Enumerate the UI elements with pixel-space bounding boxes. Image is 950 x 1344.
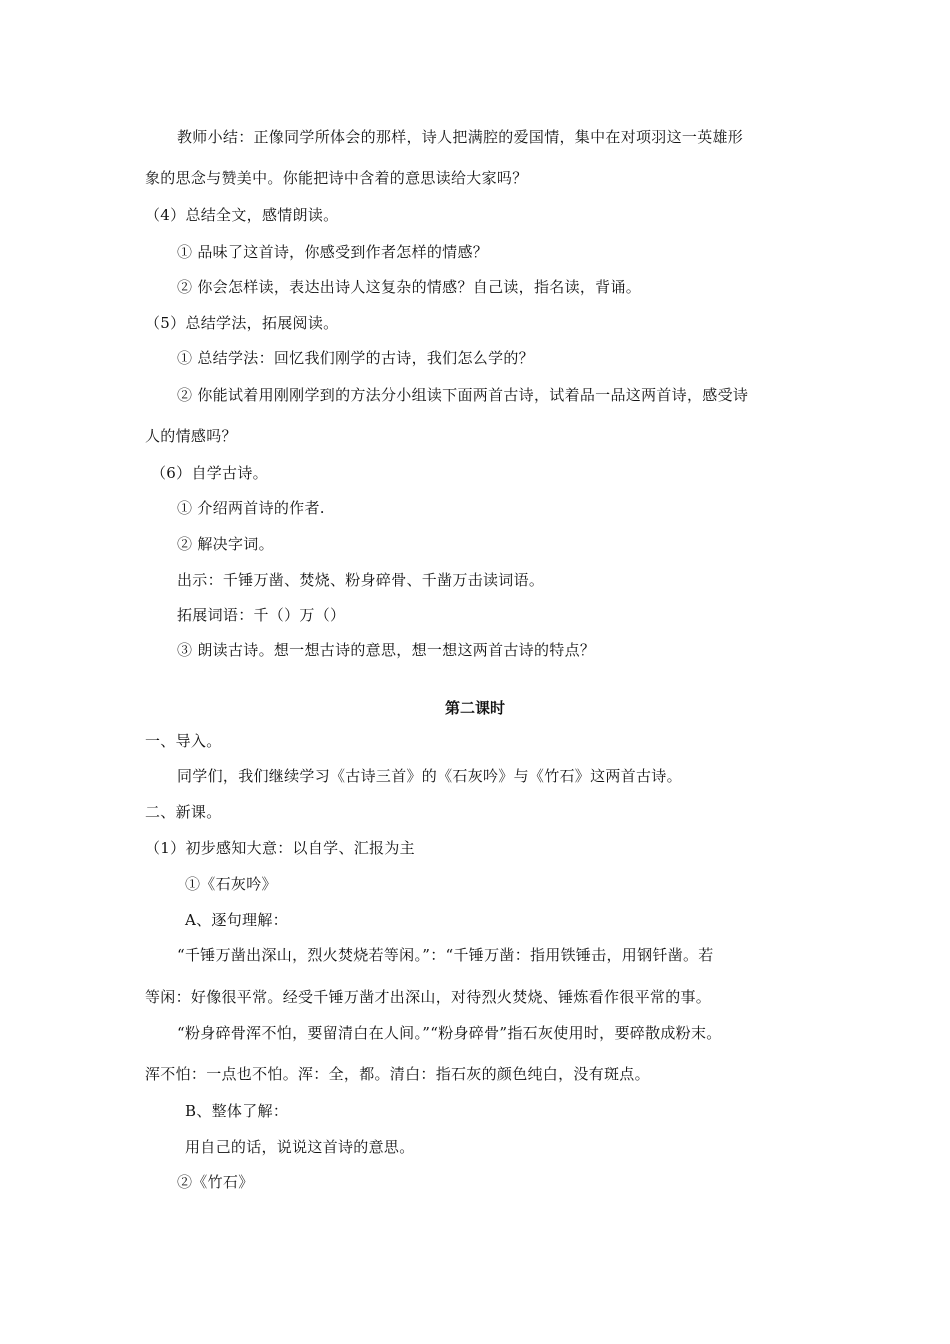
- text-line: ②《竹石》: [177, 1173, 254, 1191]
- text-line: 一、导入。: [145, 732, 222, 750]
- text-line: 教师小结：正像同学所体会的那样，诗人把满腔的爱国情，集中在对项羽这一英雄形: [177, 128, 744, 146]
- text-line: （6）自学古诗。: [151, 464, 268, 482]
- text-line: 人的情感吗？: [145, 427, 237, 445]
- text-line: ② 解决字词。: [177, 535, 274, 553]
- text-line: ① 品味了这首诗，你感受到作者怎样的情感？: [177, 243, 489, 261]
- text-line: （5）总结学法，拓展阅读。: [145, 314, 339, 332]
- text-line: ③ 朗读古诗。想一想古诗的意思，想一想这两首古诗的特点？: [177, 641, 596, 659]
- text-line: B、整体了解：: [185, 1102, 289, 1120]
- text-line: 二、新课。: [145, 803, 222, 821]
- text-line: （4）总结全文，感情朗读。: [145, 206, 339, 224]
- text-line: 出示：千锤万凿、焚烧、粉身碎骨、千凿万击读词语。: [177, 571, 545, 589]
- text-line: A、逐句理解：: [185, 911, 288, 929]
- text-line: “粉身碎骨浑不怕，要留清白在人间。”“粉身碎骨”指石灰使用时，要碎散成粉末。: [177, 1024, 722, 1042]
- text-line: ② 你会怎样读，表达出诗人这复杂的情感？自己读，指名读，背诵。: [177, 278, 642, 296]
- text-line: 同学们，我们继续学习《古诗三首》的《石灰吟》与《竹石》这两首古诗。: [177, 767, 682, 785]
- text-line: ①《石灰吟》: [185, 875, 277, 893]
- text-line: 浑不怕：一点也不怕。浑：全，都。清白：指石灰的颜色纯白，没有斑点。: [145, 1065, 650, 1083]
- text-line: 等闲：好像很平常。经受千锤万凿才出深山，对待烈火焚烧、锤炼看作很平常的事。: [145, 988, 712, 1006]
- text-line: ② 你能试着用刚刚学到的方法分小组读下面两首古诗，试着品一品这两首诗，感受诗: [177, 386, 749, 404]
- text-line: 拓展词语：千（）万（）: [177, 606, 346, 624]
- text-line: “千锤万凿出深山，烈火焚烧若等闲。”：“千锤万凿：指用铁锤击，用钢钎凿。若: [177, 946, 714, 964]
- text-line: ① 介绍两首诗的作者.: [177, 499, 325, 517]
- text-line: ① 总结学法：回忆我们刚学的古诗，我们怎么学的？: [177, 349, 534, 367]
- text-line: 象的思念与赞美中。你能把诗中含着的意思读给大家吗？: [145, 169, 528, 187]
- section-heading: 第二课时: [444, 699, 505, 717]
- text-line: （1）初步感知大意：以自学、汇报为主: [145, 839, 415, 857]
- text-line: 用自己的话，说说这首诗的意思。: [185, 1138, 415, 1156]
